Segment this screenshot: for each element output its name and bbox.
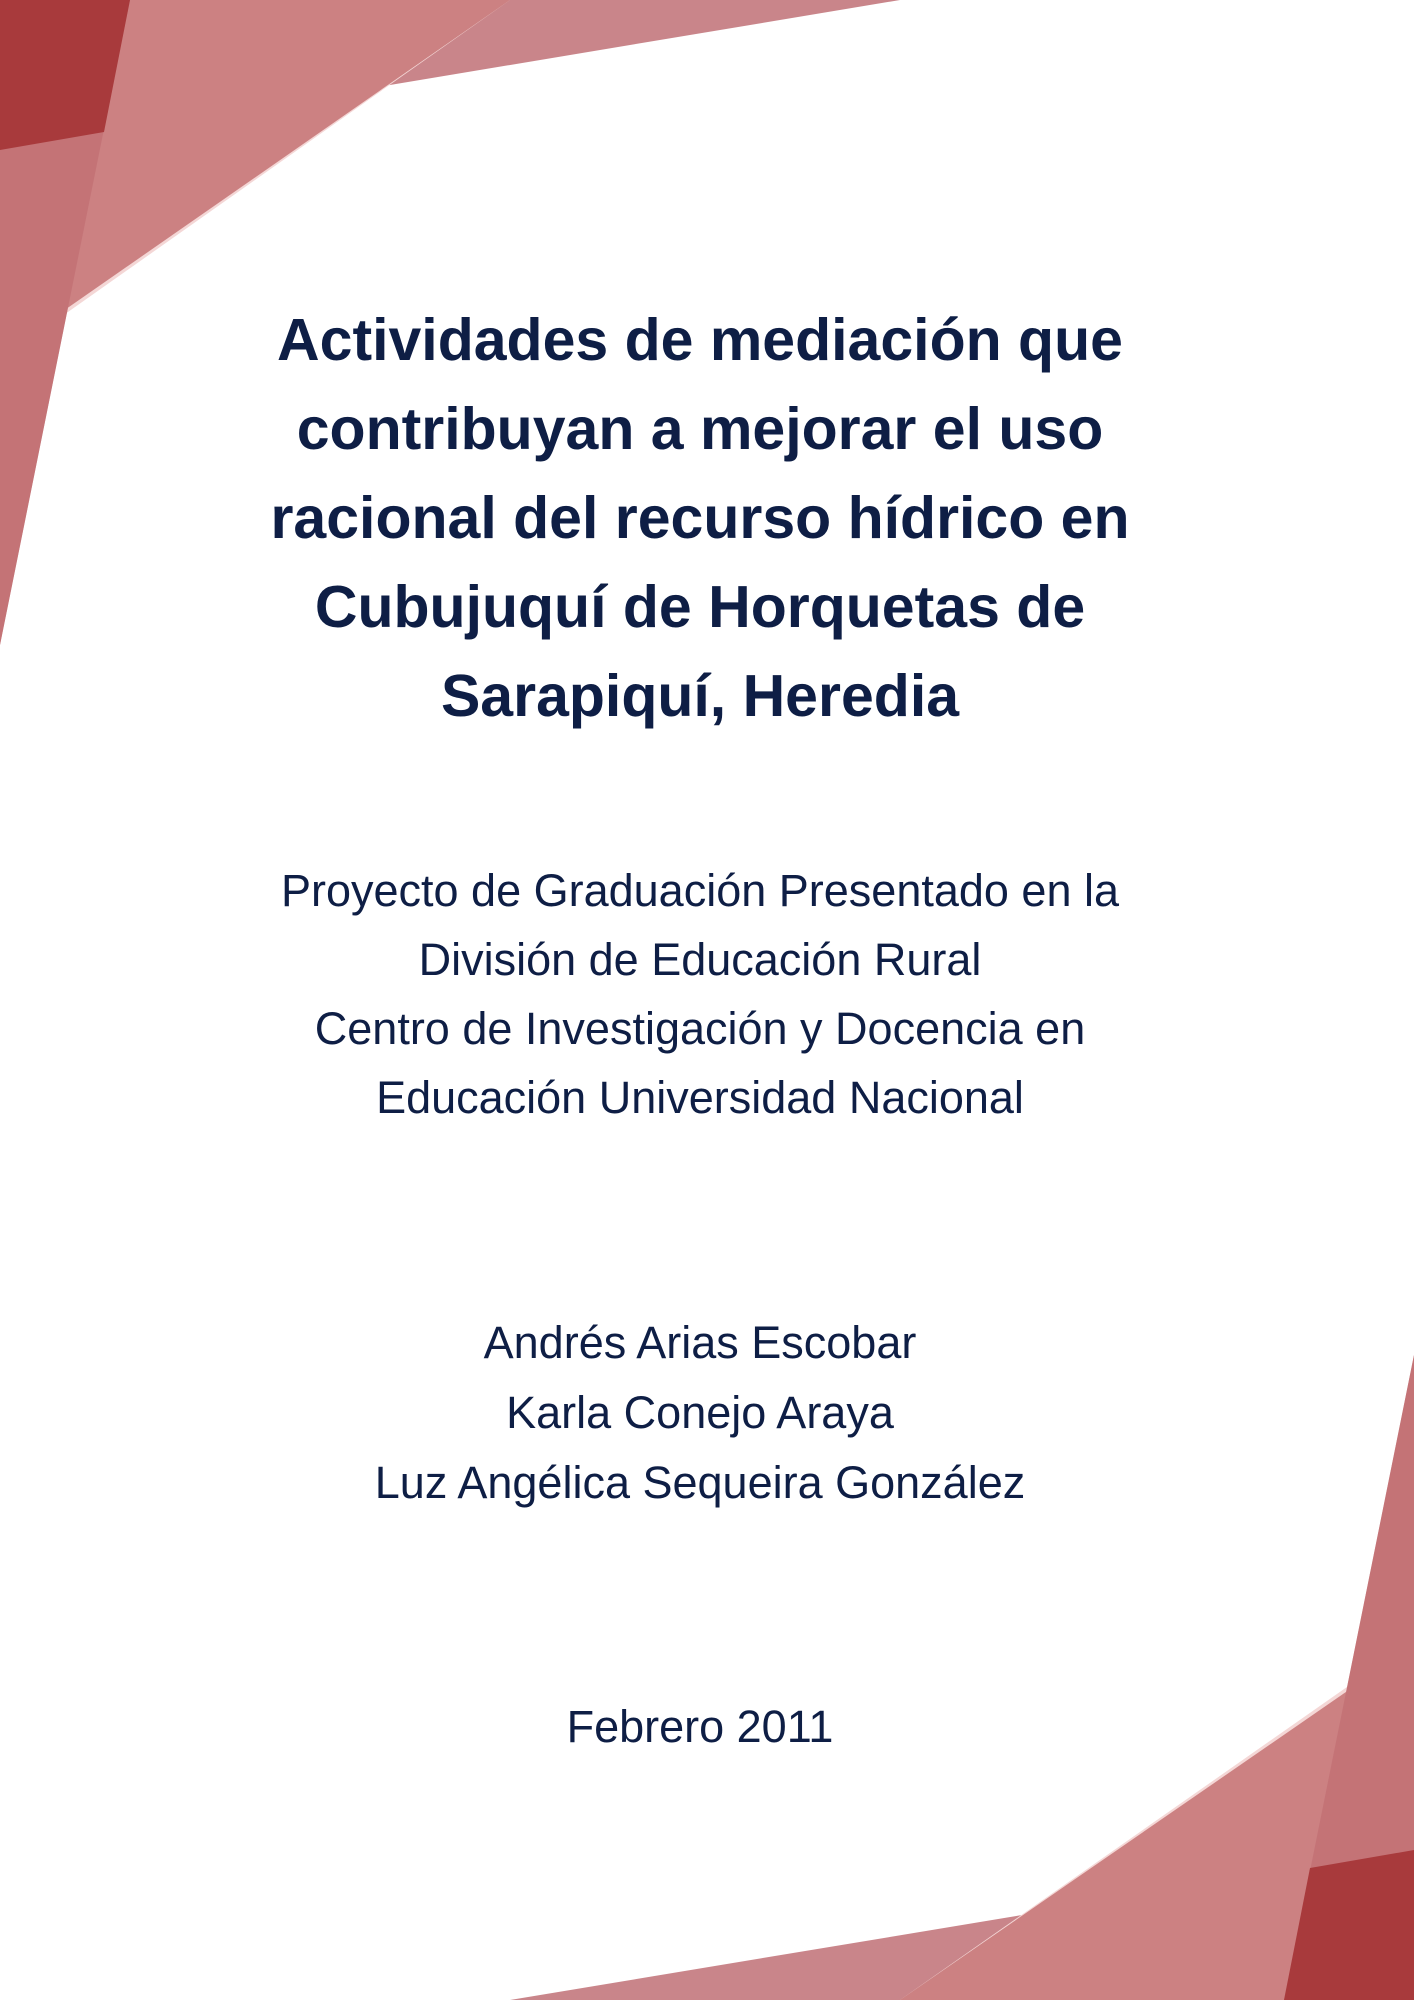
title-line: Actividades de mediación que	[277, 307, 1123, 373]
title-line: contribuyan a mejorar el uso	[296, 396, 1104, 462]
subtitle-line: Centro de Investigación y Docencia en	[314, 1003, 1086, 1054]
title-line: Cubujuquí de Horquetas de	[314, 574, 1086, 640]
subtitle-line: Proyecto de Graduación Presentado en la	[280, 865, 1120, 916]
author-name: Andrés Arias Escobar	[483, 1317, 917, 1368]
title-line: Sarapiquí, Heredia	[440, 663, 960, 729]
document-subtitle	[200, 856, 1200, 1132]
subtitle-line: División de Educación Rural	[418, 934, 982, 985]
title-line: racional del recurso hídrico en	[270, 485, 1130, 551]
document-title	[200, 296, 1200, 741]
publication-date: Febrero 2011	[566, 1701, 834, 1752]
author-name: Karla Conejo Araya	[506, 1387, 894, 1438]
subtitle-line: Educación Universidad Nacional	[376, 1072, 1024, 1123]
author-list	[200, 1308, 1200, 1518]
author-name: Luz Angélica Sequeira González	[374, 1457, 1026, 1508]
